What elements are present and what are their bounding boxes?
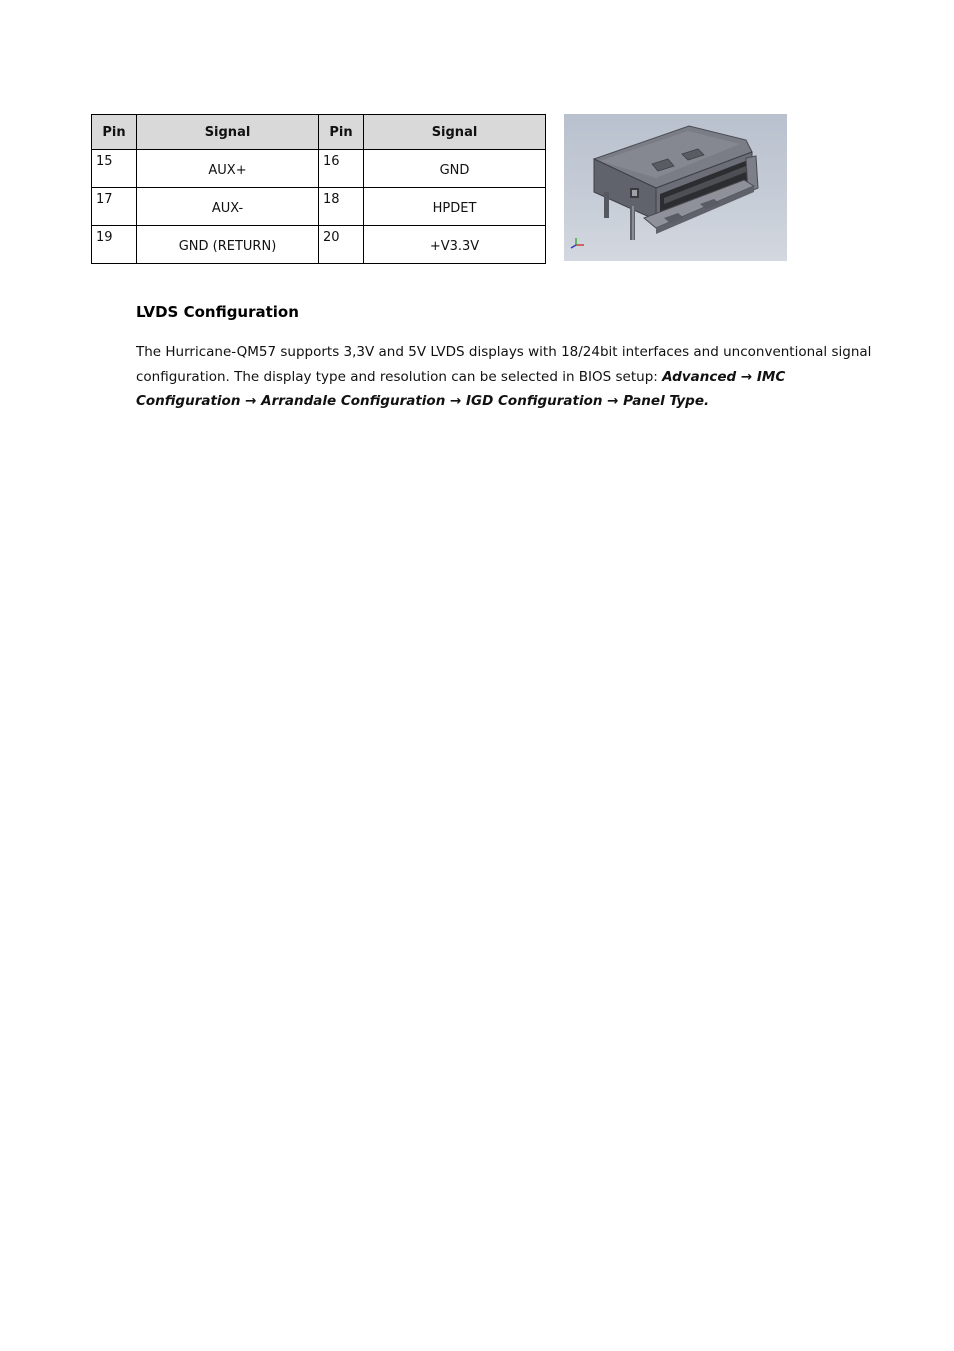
body-text: The Hurricane-QM57 supports 3,3V and 5V LVDS displays with 18/24bit interfaces and unconventional signal configuration. The display type and resolution can be selected in BIOS setup: xyxy=(136,344,872,385)
pin-number: 16 xyxy=(319,150,364,188)
table-header-row xyxy=(92,115,546,150)
table-row xyxy=(92,226,546,264)
pin-number: 19 xyxy=(92,226,137,264)
header-pin-b: Pin xyxy=(319,115,364,150)
header-signal-a: Signal xyxy=(137,115,319,150)
table-row xyxy=(92,188,546,226)
section-heading: LVDS Configuration xyxy=(136,303,299,321)
table-row xyxy=(92,150,546,188)
header-pin-a: Pin xyxy=(92,115,137,150)
header-signal-b: Signal xyxy=(364,115,546,150)
bios-menu-path: Advanced → IMC Configuration → Arrandale Configuration → IGD Configuration → Panel Type. xyxy=(136,368,786,409)
displayport-connector-image xyxy=(564,114,787,261)
pin-number: 20 xyxy=(319,226,364,264)
signal-name: HPDET xyxy=(364,188,546,226)
signal-name: +V3.3V xyxy=(364,226,546,264)
signal-name: GND (RETURN) xyxy=(137,226,319,264)
section-body xyxy=(136,340,876,414)
pin-signal-table xyxy=(91,114,546,264)
pin-number: 17 xyxy=(92,188,137,226)
signal-name: AUX- xyxy=(137,188,319,226)
signal-name: AUX+ xyxy=(137,150,319,188)
pin-number: 18 xyxy=(319,188,364,226)
signal-name: GND xyxy=(364,150,546,188)
pin-number: 15 xyxy=(92,150,137,188)
displayport-connector-icon xyxy=(564,114,787,261)
